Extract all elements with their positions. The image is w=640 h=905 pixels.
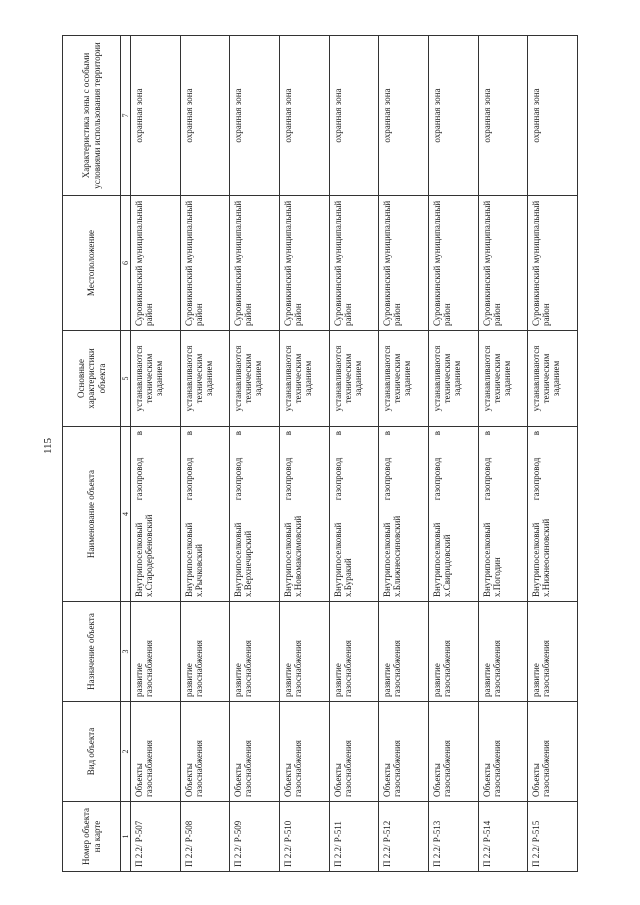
cell-object-characteristics: устанавливаются техническим заданием — [180, 331, 230, 427]
cell-object-name: Внутрипоселковый газопровод в х.Верхнечирский — [230, 427, 280, 602]
table-row — [329, 36, 379, 872]
cell-object-location: Суровикинский муниципальный район — [379, 196, 429, 331]
table-row — [478, 36, 528, 872]
cell-object-name: Внутрипоселковый газопровод в х.Погодин — [478, 427, 528, 602]
cell-zone-characteristic: охранная зона — [379, 36, 429, 196]
table-row — [528, 36, 578, 872]
cell-object-number: П 2.2/ Р-510 — [279, 802, 329, 872]
cell-object-characteristics: устанавливаются техническим заданием — [329, 331, 379, 427]
cell-object-characteristics: устанавливаются техническим заданием — [230, 331, 280, 427]
column-header: Номер объекта на карте — [63, 802, 121, 872]
cell-object-location: Суровикинский муниципальный район — [478, 196, 528, 331]
cell-object-type: Объекты газоснабжения — [329, 702, 379, 802]
column-index: 7 — [121, 36, 131, 196]
cell-object-type: Объекты газоснабжения — [478, 702, 528, 802]
column-header: Местоположение — [63, 196, 121, 331]
column-header: Назначение объекта — [63, 602, 121, 702]
table-body — [131, 36, 578, 872]
cell-object-location: Суровикинский муниципальный район — [428, 196, 478, 331]
cell-object-number: П 2.2/ Р-509 — [230, 802, 280, 872]
cell-zone-characteristic: охранная зона — [230, 36, 280, 196]
column-header: Вид объекта — [63, 702, 121, 802]
cell-zone-characteristic: охранная зона — [131, 36, 181, 196]
cell-object-purpose: развитие газоснабжения — [131, 602, 181, 702]
cell-object-type: Объекты газоснабжения — [379, 702, 429, 802]
cell-object-purpose: развитие газоснабжения — [329, 602, 379, 702]
cell-zone-characteristic: охранная зона — [279, 36, 329, 196]
rotated-table-container — [62, 36, 578, 872]
column-index: 1 — [121, 802, 131, 872]
cell-object-number: П 2.2/ Р-512 — [379, 802, 429, 872]
cell-object-name: Внутрипоселковый газопровод в х.Стародербеновский — [131, 427, 181, 602]
column-index: 4 — [121, 427, 131, 602]
cell-object-name: Внутрипоселковый газопровод в х.Рычковский — [180, 427, 230, 602]
cell-object-type: Объекты газоснабжения — [428, 702, 478, 802]
objects-table — [62, 35, 578, 872]
cell-object-location: Суровикинский муниципальный район — [528, 196, 578, 331]
column-index: 6 — [121, 196, 131, 331]
table-row — [379, 36, 429, 872]
cell-object-characteristics: устанавливаются техническим заданием — [131, 331, 181, 427]
cell-object-characteristics: устанавливаются техническим заданием — [528, 331, 578, 427]
column-header: Характеристика зоны с особыми условиями использования территории — [63, 36, 121, 196]
cell-object-location: Суровикинский муниципальный район — [180, 196, 230, 331]
cell-object-type: Объекты газоснабжения — [528, 702, 578, 802]
cell-object-name: Внутрипоселковый газопровод в х.Свиридовский — [428, 427, 478, 602]
cell-object-name: Внутрипоселковый газопровод в х.Нижнеосиновский — [528, 427, 578, 602]
cell-zone-characteristic: охранная зона — [180, 36, 230, 196]
cell-object-characteristics: устанавливаются техническим заданием — [478, 331, 528, 427]
cell-object-purpose: развитие газоснабжения — [528, 602, 578, 702]
cell-object-characteristics: устанавливаются техническим заданием — [428, 331, 478, 427]
cell-object-name: Внутрипоселковый газопровод в х.Новомаксимовский — [279, 427, 329, 602]
column-index: 2 — [121, 702, 131, 802]
table-row — [279, 36, 329, 872]
column-index-row — [121, 36, 131, 872]
column-header: Наименование объекта — [63, 427, 121, 602]
table-row — [180, 36, 230, 872]
cell-object-type: Объекты газоснабжения — [279, 702, 329, 802]
cell-zone-characteristic: охранная зона — [528, 36, 578, 196]
cell-object-purpose: развитие газоснабжения — [279, 602, 329, 702]
cell-object-purpose: развитие газоснабжения — [230, 602, 280, 702]
cell-object-purpose: развитие газоснабжения — [379, 602, 429, 702]
cell-object-number: П 2.2/ Р-508 — [180, 802, 230, 872]
page-number: 115 — [42, 437, 54, 455]
table-header-row — [63, 36, 121, 872]
table-row — [131, 36, 181, 872]
cell-object-type: Объекты газоснабжения — [180, 702, 230, 802]
cell-object-purpose: развитие газоснабжения — [180, 602, 230, 702]
cell-object-location: Суровикинский муниципальный район — [279, 196, 329, 331]
cell-object-location: Суровикинский муниципальный район — [230, 196, 280, 331]
cell-zone-characteristic: охранная зона — [478, 36, 528, 196]
cell-object-number: П 2.2/ Р-507 — [131, 802, 181, 872]
column-header: Основные характеристики объекта — [63, 331, 121, 427]
cell-object-number: П 2.2/ Р-515 — [528, 802, 578, 872]
cell-object-location: Суровикинский муниципальный район — [131, 196, 181, 331]
table-row — [230, 36, 280, 872]
table-row — [428, 36, 478, 872]
cell-object-number: П 2.2/ Р-511 — [329, 802, 379, 872]
cell-object-number: П 2.2/ Р-514 — [478, 802, 528, 872]
cell-object-type: Объекты газоснабжения — [230, 702, 280, 802]
cell-object-purpose: развитие газоснабжения — [428, 602, 478, 702]
column-index: 5 — [121, 331, 131, 427]
cell-zone-characteristic: охранная зона — [428, 36, 478, 196]
cell-object-type: Объекты газоснабжения — [131, 702, 181, 802]
cell-object-location: Суровикинский муниципальный район — [329, 196, 379, 331]
cell-object-name: Внутрипоселковый газопровод в х.Буракий — [329, 427, 379, 602]
cell-object-characteristics: устанавливаются техническим заданием — [279, 331, 329, 427]
cell-object-characteristics: устанавливаются техническим заданием — [379, 331, 429, 427]
cell-object-name: Внутрипоселковый газопровод в х.Ближнеосиновский — [379, 427, 429, 602]
column-index: 3 — [121, 602, 131, 702]
cell-object-purpose: развитие газоснабжения — [478, 602, 528, 702]
cell-zone-characteristic: охранная зона — [329, 36, 379, 196]
cell-object-number: П 2.2/ Р-513 — [428, 802, 478, 872]
